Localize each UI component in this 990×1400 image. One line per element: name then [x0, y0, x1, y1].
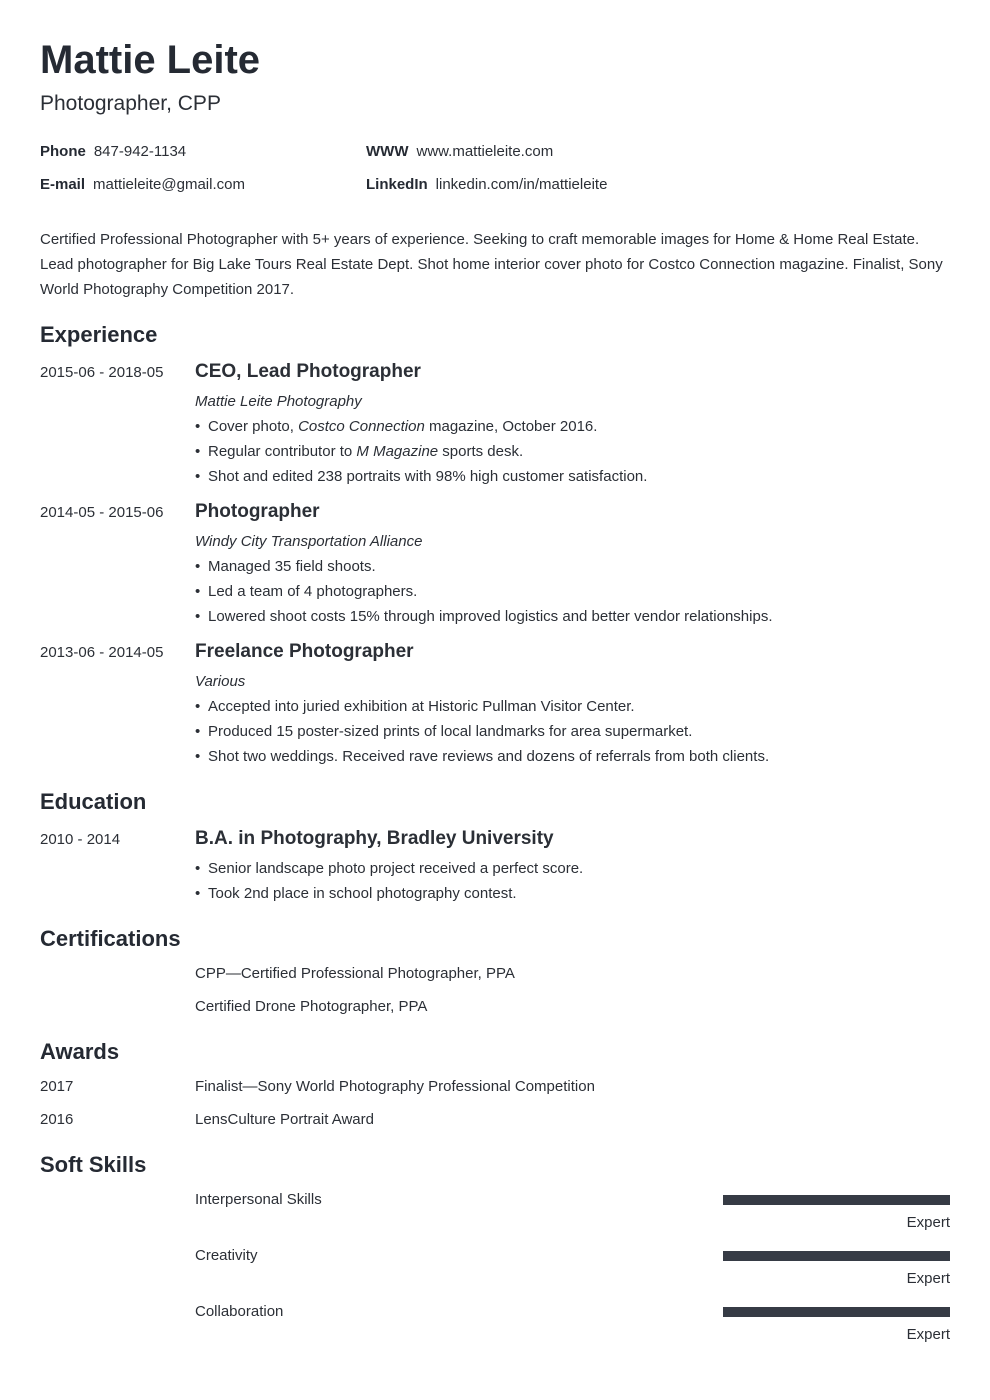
job-bullet [195, 697, 635, 717]
bullet-text: Lowered shoot costs 15% through improved logistics and better vendor relationships. [208, 608, 773, 625]
skill-bar-fill [723, 1195, 950, 1205]
email-label: E-mail [40, 176, 86, 193]
job-bullet [195, 557, 376, 577]
job-bullet [195, 747, 769, 767]
bullet-text: Accepted into juried exhibition at Historic Pullman Visitor Center. [208, 698, 635, 715]
job-bullet [195, 467, 647, 487]
www-link[interactable]: www.mattieleite.com [416, 143, 554, 160]
award-name: LensCulture Portrait Award [195, 1111, 374, 1128]
experience-heading: Experience [40, 322, 158, 347]
bullet-text: Senior landscape photo project received a perfect score. [208, 860, 584, 877]
education-bullet [195, 884, 517, 904]
contact-phone [40, 142, 186, 162]
skill-name: Collaboration [195, 1303, 284, 1320]
www-label: WWW [366, 143, 409, 160]
award-year: 2016 [40, 1111, 74, 1128]
linkedin-link[interactable]: linkedin.com/in/mattieleite [435, 176, 608, 193]
bullet-text: Cover photo, [208, 418, 299, 435]
bullet-text: sports desk. [438, 443, 524, 460]
education-heading: Education [40, 789, 147, 814]
contact-linkedin [366, 175, 607, 195]
skill-level: Expert [906, 1326, 950, 1343]
job-title: Freelance Photographer [195, 641, 414, 662]
bullet-text: Regular contributor to [208, 443, 357, 460]
bullet-emphasis: Costco Connection [298, 418, 425, 435]
bullet-text: magazine, October 2016. [424, 418, 598, 435]
certifications-heading: Certifications [40, 926, 181, 951]
award-year: 2017 [40, 1078, 74, 1095]
soft-skills-heading: Soft Skills [40, 1152, 147, 1177]
job-bullet [195, 607, 773, 627]
certification-item: Certified Drone Photographer, PPA [195, 998, 428, 1015]
bullet-text: Produced 15 poster-sized prints of local landmarks for area supermarket. [208, 723, 693, 740]
candidate-title: Photographer, CPP [40, 92, 221, 115]
bullet-text: Managed 35 field shoots. [208, 558, 376, 575]
contact-email [40, 175, 245, 195]
bullet-text: Shot two weddings. Received rave reviews and dozens of referrals from both clients. [208, 748, 770, 765]
job-company: Mattie Leite Photography [195, 393, 362, 410]
education-degree: B.A. in Photography, Bradley University [195, 828, 554, 849]
job-bullet [195, 582, 417, 602]
skill-bar [723, 1195, 950, 1205]
job-company: Windy City Transportation Alliance [195, 533, 423, 550]
certification-item: CPP—Certified Professional Photographer, PPA [195, 965, 515, 982]
email-link[interactable]: mattieleite@gmail.com [93, 176, 245, 193]
skill-name: Interpersonal Skills [195, 1191, 322, 1208]
candidate-name: Mattie Leite [40, 38, 261, 82]
award-name: Finalist—Sony World Photography Professional Competition [195, 1078, 595, 1095]
phone-value: 847-942-1134 [93, 143, 187, 160]
linkedin-label: LinkedIn [366, 176, 428, 193]
job-title: CEO, Lead Photographer [195, 361, 421, 382]
skill-bar [723, 1251, 950, 1261]
job-bullet [195, 442, 523, 462]
job-dates: 2015-06 - 2018-05 [40, 364, 164, 381]
contact-www [366, 142, 553, 162]
skill-name: Creativity [195, 1247, 258, 1264]
job-dates: 2013-06 - 2014-05 [40, 644, 164, 661]
skill-bar-fill [723, 1251, 950, 1261]
job-dates: 2014-05 - 2015-06 [40, 504, 164, 521]
education-bullet [195, 859, 583, 879]
job-bullet [195, 417, 597, 437]
bullet-text: Led a team of 4 photographers. [208, 583, 418, 600]
phone-label: Phone [40, 143, 86, 160]
professional-summary: Certified Professional Photographer with 5+ years of experience. Seeking to craft memorable images for Home & Home Real Estate. Lead photographer for Big Lake Tours Real Estate Dept. Shot home interior cover photo for Costco Connection magazine. Finalist, Sony World Photography Competition 2017. [40, 231, 943, 298]
skill-level: Expert [906, 1270, 950, 1287]
job-title: Photographer [195, 501, 320, 522]
job-company: Various [195, 673, 246, 690]
skill-level: Expert [906, 1214, 950, 1231]
bullet-text: Shot and edited 238 portraits with 98% high customer satisfaction. [208, 468, 648, 485]
awards-heading: Awards [40, 1039, 120, 1064]
skill-bar [723, 1307, 950, 1317]
bullet-emphasis: M Magazine [356, 443, 439, 460]
education-dates: 2010 - 2014 [40, 831, 121, 848]
skill-bar-fill [723, 1307, 950, 1317]
job-bullet [195, 722, 692, 742]
bullet-text: Took 2nd place in school photography contest. [208, 885, 517, 902]
